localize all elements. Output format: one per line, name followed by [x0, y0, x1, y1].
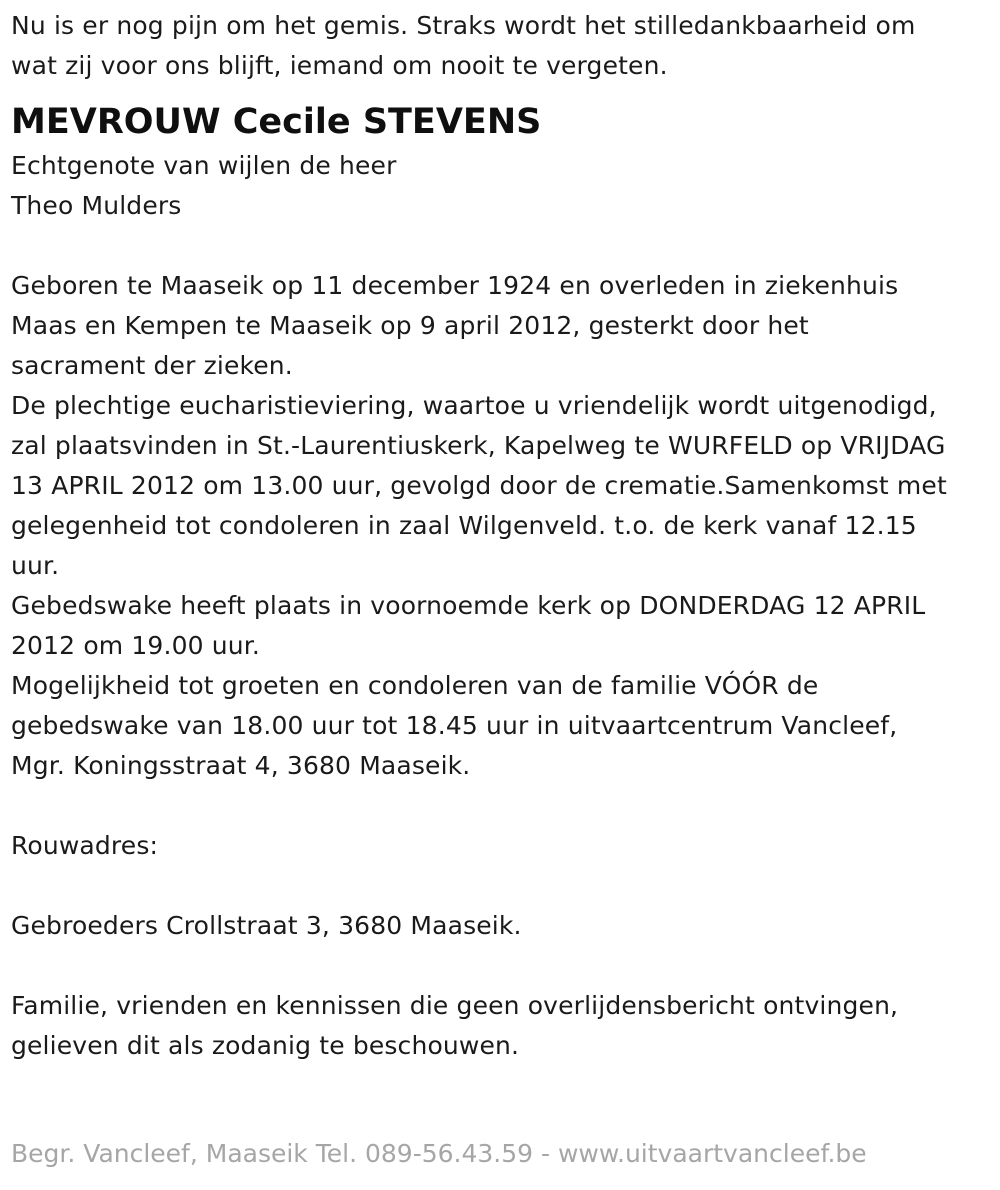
intro-line-1: Nu is er nog pijn om het gemis. Straks wordt het stilledankbaarheid om — [11, 11, 916, 40]
details-line-2: Maas en Kempen te Maaseik op 9 april 2012, gesterkt door het — [11, 311, 809, 340]
spacer — [11, 946, 1000, 986]
relation-line-1: Echtgenote van wijlen de heer — [11, 151, 397, 180]
spacer — [11, 786, 1000, 826]
spacer — [11, 226, 1000, 266]
details-line-9: Gebedswake heeft plaats in voornoemde kerk op DONDERDAG 12 APRIL — [11, 591, 926, 620]
notice-line-1: Familie, vrienden en kennissen die geen overlijdensbericht ontvingen, — [11, 991, 899, 1020]
details-line-8: uur. — [11, 551, 60, 580]
details-line-5: zal plaatsvinden in St.-Laurentiuskerk, Kapelweg te WURFELD op VRIJDAG — [11, 431, 946, 460]
details-line-6: 13 APRIL 2012 om 13.00 uur, gevolgd door de crematie.Samenkomst met — [11, 471, 947, 500]
address-value: Gebroeders Crollstraat 3, 3680 Maaseik. — [11, 911, 522, 940]
deceased-name: MEVROUW Cecile STEVENS — [11, 102, 542, 142]
details-line-3: sacrament der zieken. — [11, 351, 293, 380]
details-line-4: De plechtige eucharistieviering, waartoe u vriendelijk wordt uitgenodigd, — [11, 391, 937, 420]
details-line-1: Geboren te Maaseik op 11 december 1924 en overleden in ziekenhuis — [11, 271, 899, 300]
notice-line-2: gelieven dit als zodanig te beschouwen. — [11, 1031, 520, 1060]
details-line-10: 2012 om 19.00 uur. — [11, 631, 261, 660]
details-line-13: Mgr. Koningsstraat 4, 3680 Maaseik. — [11, 751, 471, 780]
spacer — [11, 866, 1000, 906]
details-line-7: gelegenheid tot condoleren in zaal Wilgenveld. t.o. de kerk vanaf 12.15 — [11, 511, 917, 540]
funeral-home-footer: Begr. Vancleef, Maaseik Tel. 089-56.43.59 - www.uitvaartvancleef.be — [11, 1139, 867, 1168]
details-line-12: gebedswake van 18.00 uur tot 18.45 uur in uitvaartcentrum Vancleef, — [11, 711, 898, 740]
address-label: Rouwadres: — [11, 831, 159, 860]
intro-line-2: wat zij voor ons blijft, iemand om nooit te vergeten. — [11, 51, 668, 80]
relation-line-2: Theo Mulders — [11, 191, 182, 220]
details-line-11: Mogelijkheid tot groeten en condoleren van de familie VÓÓR de — [11, 671, 819, 700]
